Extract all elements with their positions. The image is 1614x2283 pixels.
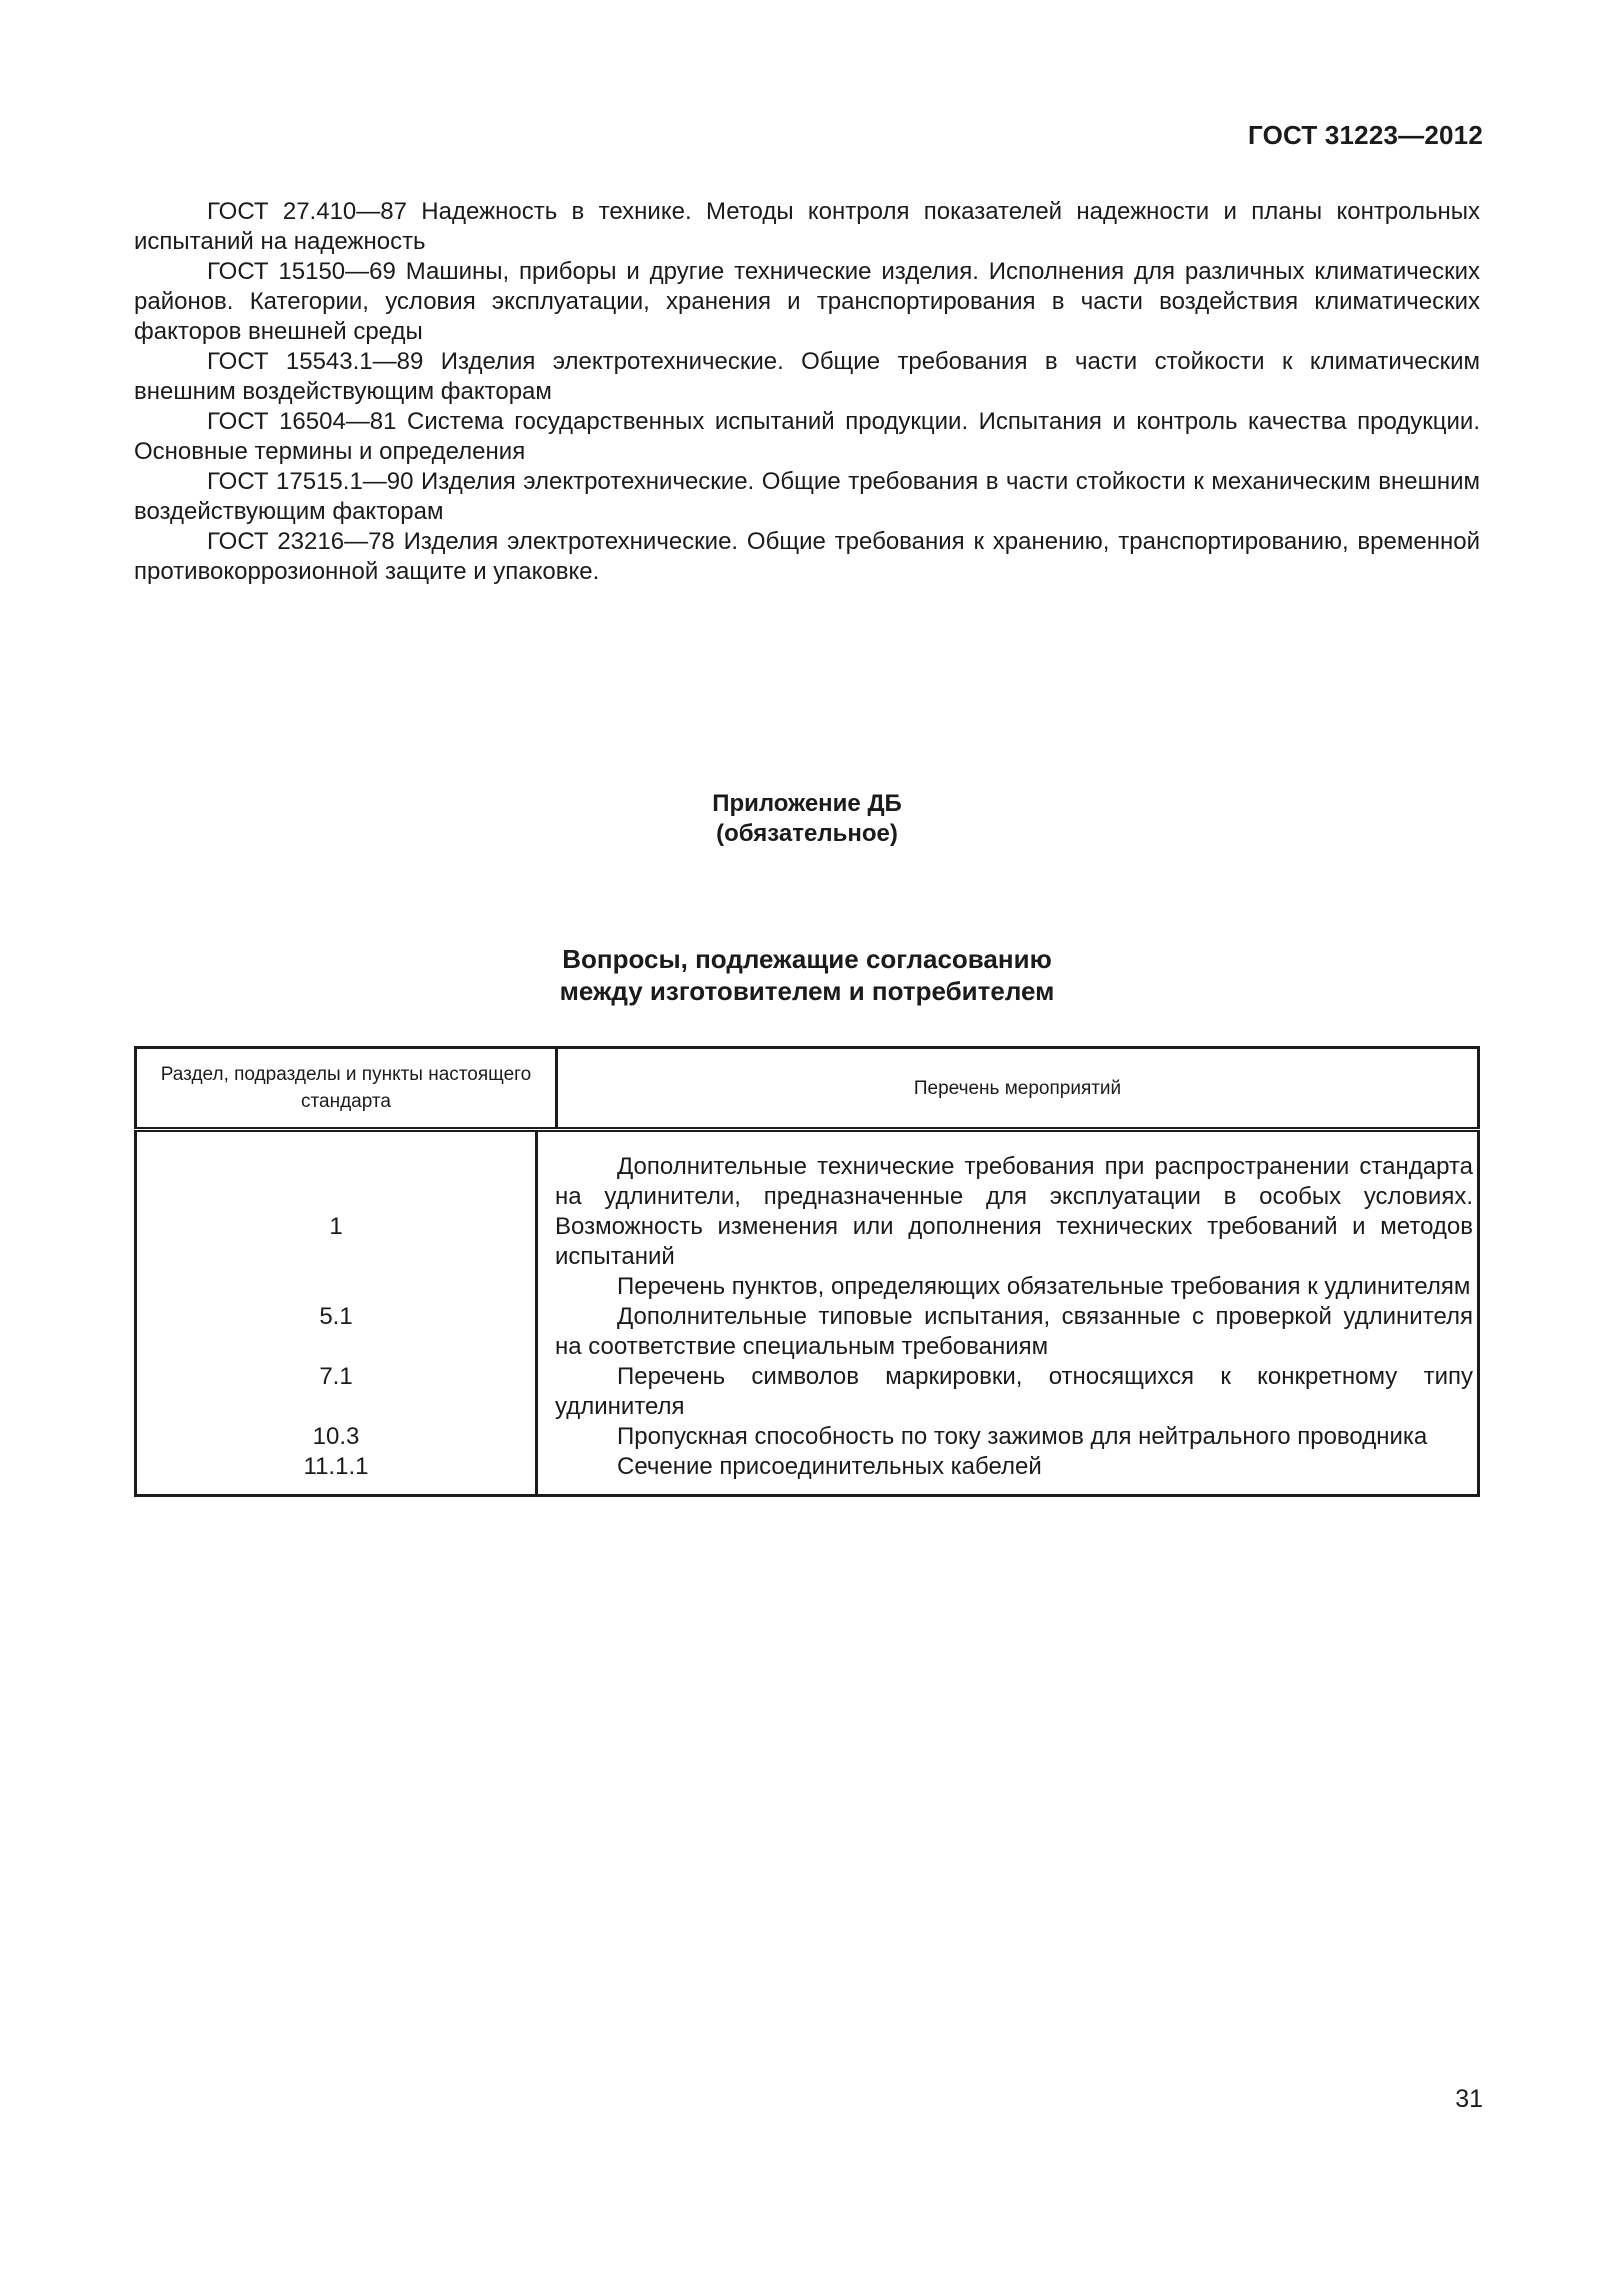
reference-item: ГОСТ 15543.1—89 Изделия электротехнические. Общие требования в части стойкости к климатическим внешним воздействующим факторам xyxy=(134,348,1480,405)
table-row xyxy=(137,1362,1477,1422)
table-header-row xyxy=(136,1048,1479,1130)
measure-text: Перечень пунктов, определяющих обязательные требования к удлинителям xyxy=(617,1273,1471,1300)
measures-cell xyxy=(555,1452,1473,1482)
agreement-issues-table xyxy=(134,1046,1480,1497)
appendix-title: Приложение ДБ xyxy=(712,790,902,817)
column-divider xyxy=(535,1132,538,1494)
table-row xyxy=(137,1452,1477,1482)
table-row xyxy=(137,1272,1477,1302)
measure-text: Дополнительные технические требования при распространении стандарта на удлинители, предназначенные для эксплуатации в особых условиях. Возможность изменения или дополнения технических требований и методов испытаний xyxy=(555,1153,1473,1270)
header-section-column: Раздел, подразделы и пункты настоящего стандарта xyxy=(136,1048,557,1130)
standard-code-header: ГОСТ 31223—2012 xyxy=(1248,120,1483,150)
table-body-cell xyxy=(136,1130,1479,1496)
reference-item: ГОСТ 17515.1—90 Изделия электротехнические. Общие требования в части стойкости к механическим внешним воздействующим факторам xyxy=(134,468,1480,525)
reference-item: ГОСТ 27.410—87 Надежность в технике. Методы контроля показателей надежности и планы контрольных испытаний на надежность xyxy=(134,198,1480,255)
section-number: 5.1 xyxy=(319,1303,353,1330)
measure-text: Сечение присоединительных кабелей xyxy=(617,1453,1042,1480)
table-title-line-1: Вопросы, подлежащие согласованию xyxy=(562,944,1052,974)
measure-text: Перечень символов маркировки, относящихся к конкретному типу удлинителя xyxy=(555,1363,1473,1420)
table-row xyxy=(137,1302,1477,1362)
table-row xyxy=(137,1152,1477,1272)
section-number: 10.3 xyxy=(312,1423,360,1450)
measures-cell xyxy=(555,1302,1473,1362)
section-number xyxy=(137,1272,535,1302)
appendix-status: (обязательное) xyxy=(716,820,898,847)
reference-item: ГОСТ 15150—69 Машины, приборы и другие технические изделия. Исполнения для различных климатических районов. Категории, условия эксплуатации, хранения и транспортирования в части воздействия климатических факторов внешней среды xyxy=(134,258,1480,345)
reference-item: ГОСТ 16504—81 Система государственных испытаний продукции. Испытания и контроль качества продукции. Основные термины и определения xyxy=(134,408,1480,465)
section-number: 11.1.1 xyxy=(303,1453,369,1480)
reference-item: ГОСТ 23216—78 Изделия электротехнические. Общие требования к хранению, транспортированию, временной противокоррозионной защите и упаковке. xyxy=(134,528,1480,585)
measure-text: Пропускная способность по току зажимов для нейтрального проводника xyxy=(617,1423,1428,1450)
header-measures-column: Перечень мероприятий xyxy=(557,1048,1479,1130)
table-row xyxy=(137,1422,1477,1452)
table-title-line-2: между изготовителем и потребителем xyxy=(559,976,1055,1006)
page-number: 31 xyxy=(1455,2085,1483,2113)
measures-cell xyxy=(555,1422,1473,1452)
table-body-row xyxy=(136,1130,1479,1496)
normative-references xyxy=(134,197,1480,587)
measures-cell xyxy=(555,1272,1473,1302)
measures-cell xyxy=(555,1152,1473,1272)
measures-cell xyxy=(555,1362,1473,1422)
section-number: 7.1 xyxy=(319,1363,353,1390)
section-number: 1 xyxy=(329,1213,343,1240)
measure-text: Дополнительные типовые испытания, связанные с проверкой удлинителя на соответствие специальным требованиям xyxy=(555,1303,1473,1360)
